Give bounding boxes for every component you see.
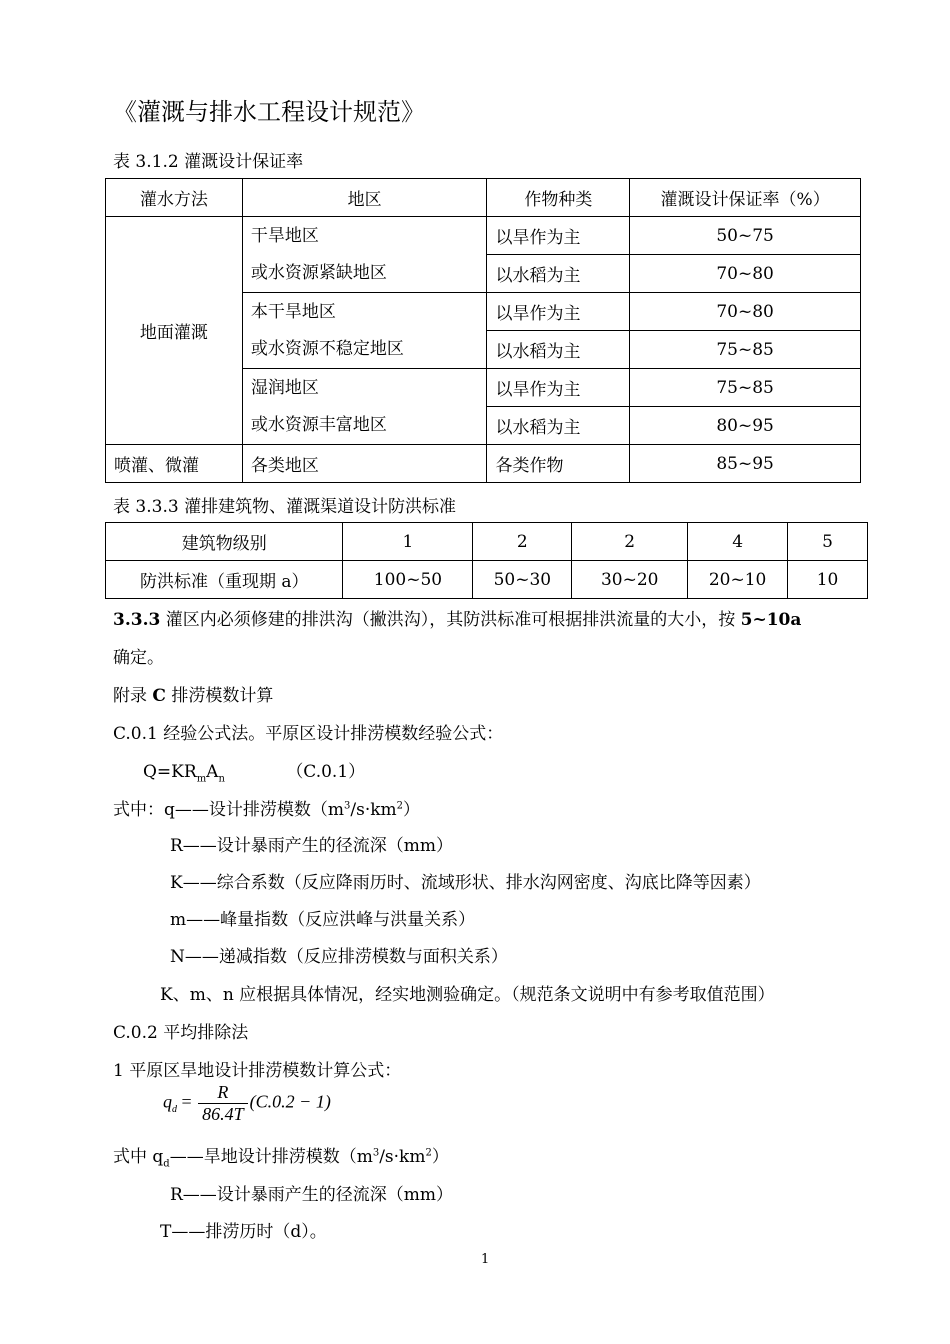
- where-text: ——旱地设计排涝模数（m: [169, 1147, 373, 1167]
- appendix-heading: [113, 681, 273, 706]
- where-m: m——峰量指数（反应洪峰与洪量关系）: [170, 910, 476, 930]
- standard-cell: 100~50: [343, 561, 473, 599]
- value-cell: 85~95: [630, 445, 861, 483]
- formula-q-sub: d: [172, 1104, 177, 1116]
- unit-sup: 3: [372, 1147, 380, 1159]
- header-cell: 灌水方法: [106, 179, 243, 217]
- region-cell: 本干旱地区 或水资源不稳定地区: [242, 293, 487, 369]
- c01-text: C.0.1 经验公式法。平原区设计排涝模数经验公式：: [113, 724, 504, 744]
- document-title: 《灌溉与排水工程设计规范》: [113, 98, 425, 126]
- where-text: ）: [431, 1147, 449, 1167]
- region-cell: 干旱地区 或水资源紧缺地区: [242, 217, 487, 293]
- formula-q: q: [163, 1091, 172, 1112]
- method-cell: 喷灌、微灌: [106, 445, 243, 483]
- irrigation-guarantee-table: [105, 178, 861, 483]
- table1-caption: 表 3.1.2 灌溉设计保证率: [113, 152, 304, 172]
- appendix-prefix: 附录: [113, 686, 153, 706]
- kmn-note: K、m、n 应根据具体情况，经实地测验确定。（规范条文说明中有参考取值范围）: [160, 985, 775, 1005]
- standard-cell: 50~30: [473, 561, 572, 599]
- header-cell: 作物种类: [487, 179, 630, 217]
- standard-cell: 20~10: [688, 561, 788, 599]
- where-qd: [113, 1142, 449, 1169]
- value-cell: 75~85: [630, 369, 861, 407]
- formula-ref: (C.0.2 − 1): [249, 1091, 331, 1112]
- where2-t: T——排涝历时（d）。: [160, 1222, 327, 1242]
- unit-sup: 3: [344, 800, 351, 812]
- crop-cell: 以旱作为主: [487, 369, 630, 407]
- row-label-cell: 防洪标准（重现期 a）: [106, 561, 343, 599]
- where-q: [113, 795, 420, 820]
- fraction-numerator: R: [198, 1082, 248, 1104]
- formula-n: n: [218, 773, 225, 785]
- crop-cell: 以水稻为主: [487, 255, 630, 293]
- appendix-title: 排涝模数计算: [165, 686, 274, 706]
- table-row: [106, 445, 861, 483]
- value-cell: 80~95: [630, 407, 861, 445]
- method-cell: 地面灌溉: [106, 217, 243, 445]
- formula-ref: （C.0.1）: [286, 762, 366, 782]
- row-label-cell: 建筑物级别: [106, 523, 343, 561]
- clause-text: 灌区内必须修建的排洪沟（撇洪沟），其防洪标准可根据排洪流量的大小，按: [160, 610, 741, 630]
- fraction-denominator: 86.4T: [202, 1104, 244, 1124]
- table-row: [106, 217, 861, 255]
- standard-cell: 10: [788, 561, 868, 599]
- level-cell: 5: [788, 523, 868, 561]
- region-cell: 各类地区: [242, 445, 487, 483]
- value-cell: 75~85: [630, 331, 861, 369]
- formula-equals: =: [177, 1091, 197, 1112]
- crop-cell: 以旱作为主: [487, 293, 630, 331]
- where2-r: R——设计暴雨产生的径流深（mm）: [170, 1185, 454, 1205]
- table-row: [106, 523, 868, 561]
- where-text: ）: [403, 800, 421, 820]
- level-cell: 2: [572, 523, 688, 561]
- where-r: R——设计暴雨产生的径流深（mm）: [170, 836, 454, 856]
- where-text: /s·km: [379, 1147, 426, 1167]
- crop-cell: 以旱作为主: [487, 217, 630, 255]
- standard-cell: 30~20: [572, 561, 688, 599]
- where-text: 式中：q——设计排涝模数（m: [113, 800, 345, 820]
- table-header-row: [106, 179, 861, 217]
- formula-a: A: [206, 762, 219, 782]
- value-cell: 70~80: [630, 255, 861, 293]
- clause-number: 3.3.3: [113, 610, 161, 630]
- crop-cell: 以水稻为主: [487, 331, 630, 369]
- item-1: 1 平原区旱地设计排涝模数计算公式：: [113, 1061, 402, 1081]
- where-k: K——综合系数（反应降雨历时、流域形状、排水沟网密度、沟底比降等因素）: [170, 873, 761, 893]
- header-cell: 地区: [242, 179, 487, 217]
- formula-c01: [143, 757, 365, 784]
- clause-value: 5~10a: [740, 610, 802, 630]
- c02-heading: C.0.2 平均排除法: [113, 1023, 249, 1043]
- appendix-letter: C: [152, 686, 166, 706]
- clause-333: [113, 605, 801, 630]
- table2-caption: 表 3.3.3 灌排建筑物、灌溉渠道设计防洪标准: [113, 497, 457, 517]
- unit-sup: 2: [396, 800, 404, 812]
- level-cell: 4: [688, 523, 788, 561]
- value-cell: 50~75: [630, 217, 861, 255]
- crop-cell: 各类作物: [487, 445, 630, 483]
- formula-c02-1: [163, 1082, 331, 1125]
- where-text: 式中 q: [113, 1147, 164, 1167]
- where-n: N——递减指数（反应排涝模数与面积关系）: [170, 947, 508, 967]
- level-cell: 1: [343, 523, 473, 561]
- formula-text: Q=KR: [143, 762, 197, 782]
- unit-sup: 2: [425, 1147, 432, 1159]
- clause-333-end: 确定。: [113, 648, 164, 668]
- formula-fraction: [198, 1082, 248, 1125]
- level-cell: 2: [473, 523, 572, 561]
- page-number: 1: [481, 1252, 490, 1267]
- flood-standard-table: [105, 522, 868, 599]
- table-row: [106, 561, 868, 599]
- value-cell: 70~80: [630, 293, 861, 331]
- where-text: /s·km: [350, 800, 397, 820]
- header-cell: 灌溉设计保证率（%）: [630, 179, 861, 217]
- crop-cell: 以水稻为主: [487, 407, 630, 445]
- formula-m: m: [196, 773, 207, 785]
- region-cell: 湿润地区 或水资源丰富地区: [242, 369, 487, 445]
- qd-sub: d: [163, 1158, 170, 1170]
